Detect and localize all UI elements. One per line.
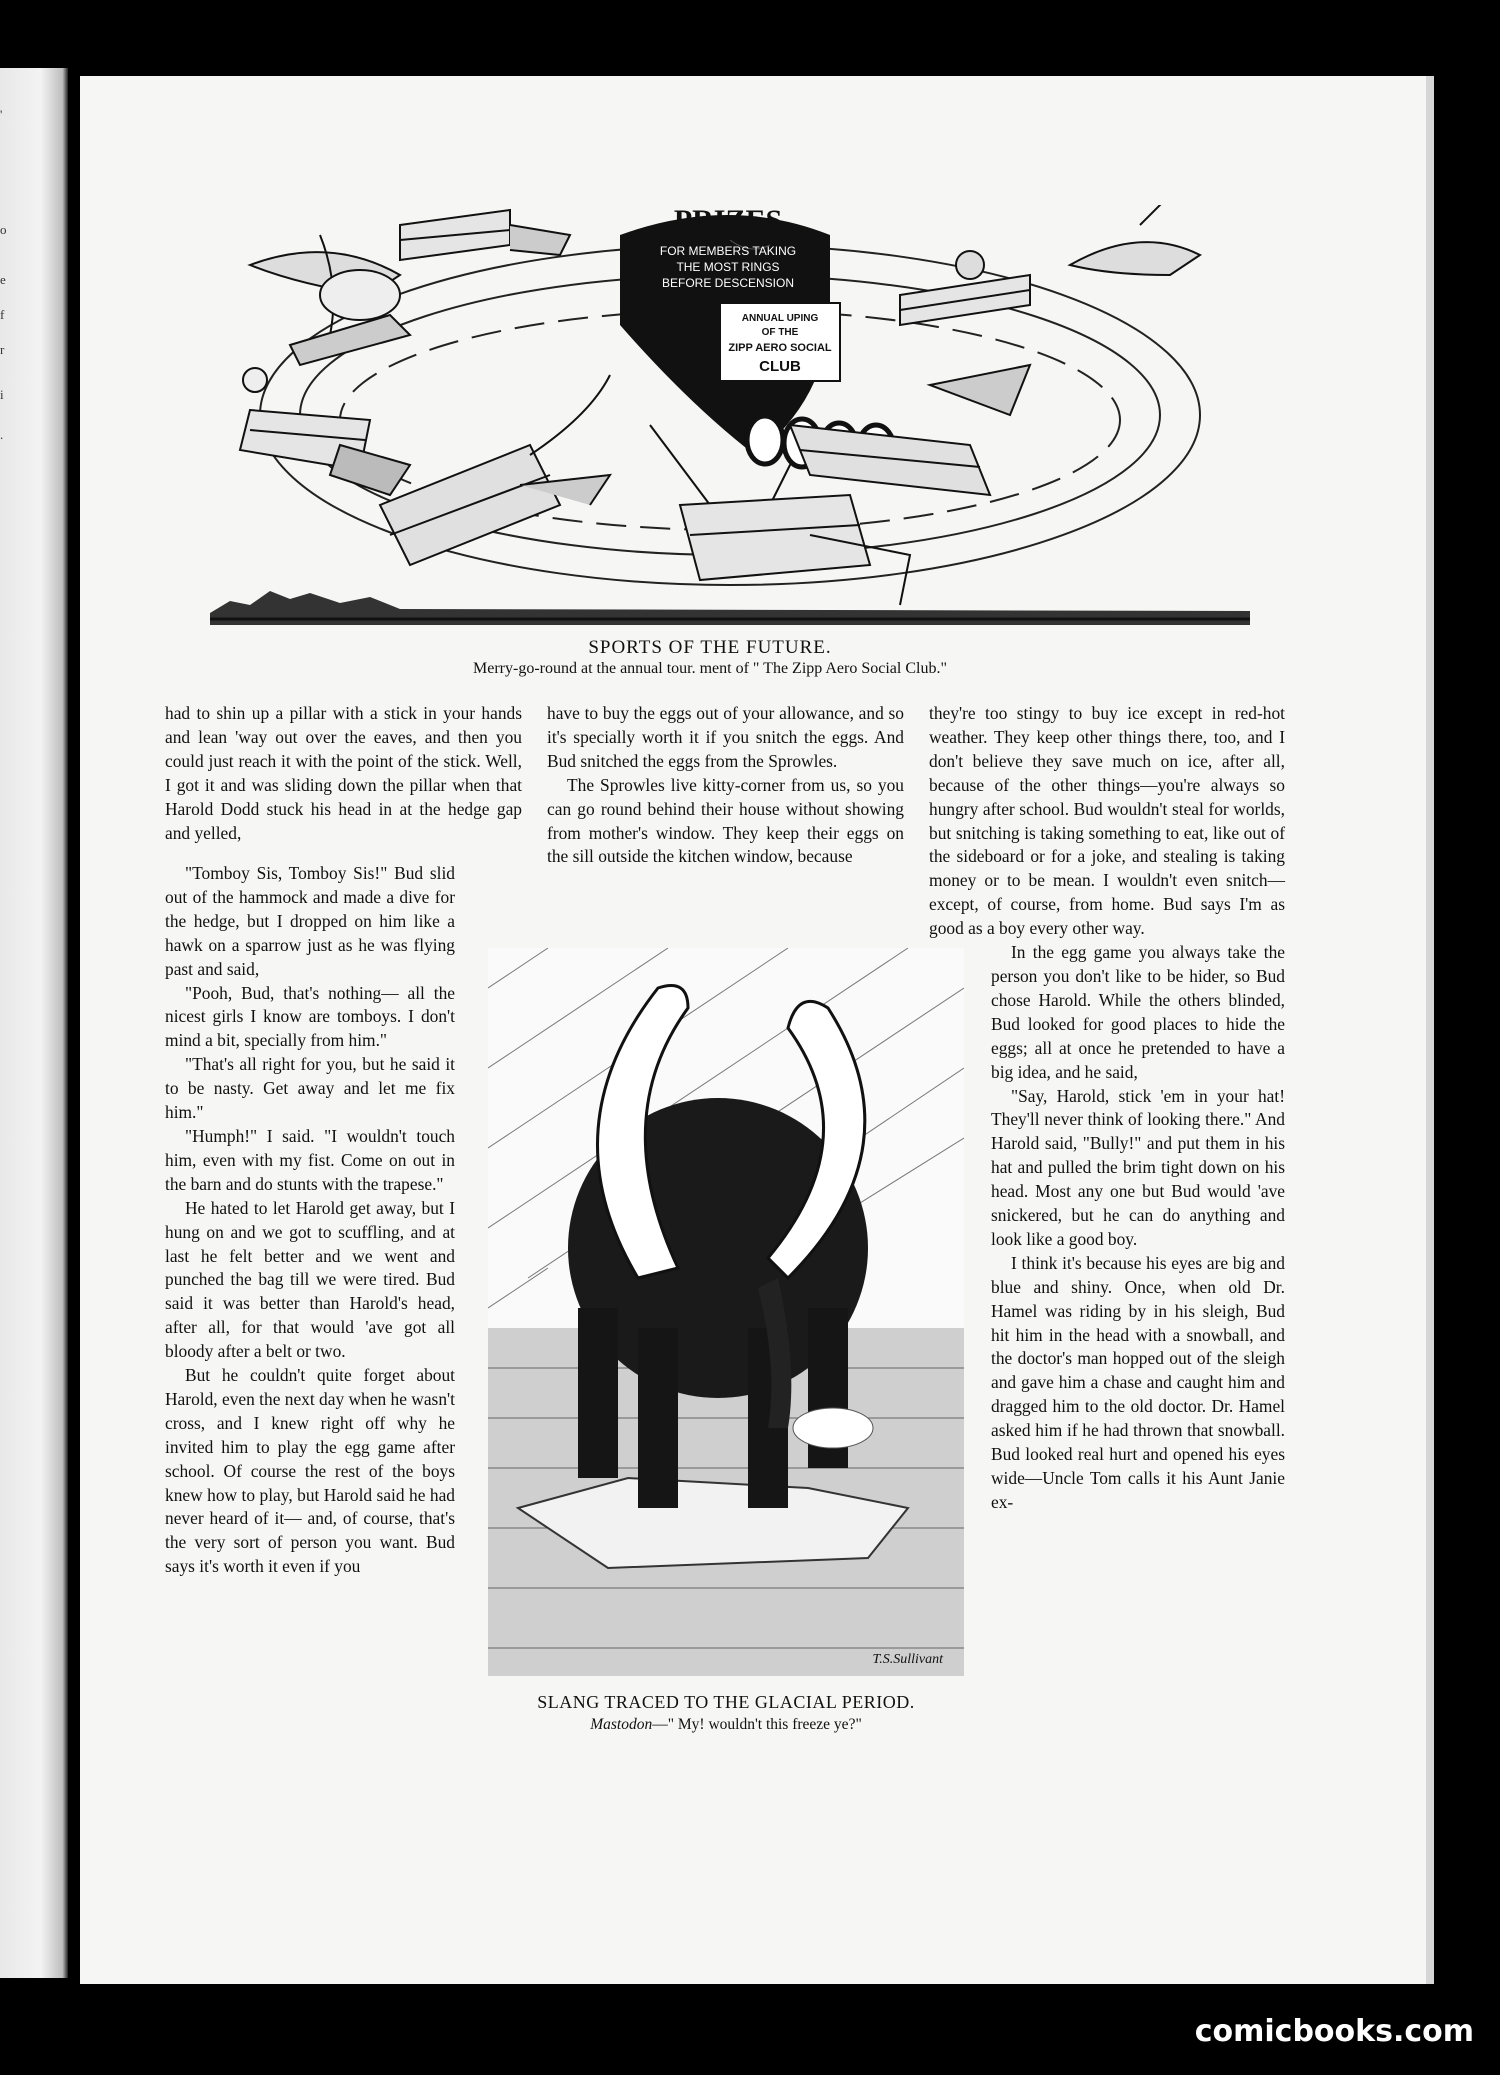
pennant-line: OF THE	[761, 327, 799, 338]
sports-of-the-future-cartoon	[210, 205, 1250, 625]
watermark: comicbooks.com	[1194, 2014, 1474, 2049]
column-1-narrow	[165, 862, 455, 1579]
left-fragment: o	[0, 222, 7, 237]
caption-quote: —" My! wouldn't this freeze ye?"	[652, 1716, 862, 1733]
paragraph: In the egg game you always take the person you don't like to be hider, so Bud chose Harold. While the others blinded, Bud looked for good places to hide the eggs; all at once he pretended to have a big idea, and he said,	[991, 942, 1285, 1082]
balloon-line: THE MOST RINGS	[676, 260, 780, 274]
aeroplane-drawing	[380, 375, 610, 565]
paragraph: The Sprowles live kitty-corner from us, so you can go round behind their house without showing from mother's window. They keep their eggs on the sill outside the kitchen window, because	[547, 774, 904, 867]
artist-signature: T.S.Sullivant	[872, 1652, 943, 1667]
aeroplane-drawing	[1070, 205, 1200, 275]
page-right-edge	[1426, 76, 1434, 1984]
paragraph: "Pooh, Bud, that's nothing— all the nicest girls I know are tomboys. I don't mind a bit, specially from him."	[165, 982, 455, 1051]
pennant-line: CLUB	[759, 358, 801, 375]
aeroplane-drawing	[243, 235, 410, 392]
paragraph: But he couldn't quite forget about Harold, even the next day when he wasn't cross, and I knew right off why he invited him to play the egg game after school. Of course the rest of the boys knew how to play, but Harold said he had never heard of it— and, of course, that's the very sort of person you want. Bud says it's worth it even if you	[165, 1365, 455, 1577]
mammoth-caption-title: SLANG TRACED TO THE GLACIAL PERIOD.	[537, 1692, 915, 1712]
paragraph: had to shin up a pillar with a stick in your hands and lean 'way out over the eaves, and then you could just reach it with the point of the stick. Well, I got it and was sliding down the pillar when that Harold Dodd stuck his head in at the hedge gap and yelled,	[165, 703, 522, 843]
column-2	[547, 702, 904, 869]
left-fragment: f	[0, 307, 5, 322]
paragraph: He hated to let Harold get away, but I hung on and we got to scuffling, and at last he felt better and we went and punched the bag till we were tired. Bud said it was better than Harold's head, after all, for that would 'ave got all bloody after a belt or two.	[165, 1197, 455, 1362]
left-page-edge	[0, 68, 68, 1978]
aeroplane-drawing	[790, 365, 1030, 495]
balloon-title: PRIZES	[673, 205, 783, 237]
left-fragment: e	[0, 272, 6, 287]
paragraph: "Tomboy Sis, Tomboy Sis!" Bud slid out of the hammock and made a dive for the hedge, but I dropped on him like a hawk on a sparrow just as he was flying past and said,	[165, 863, 455, 979]
paragraph: they're too stingy to buy ice except in red-hot weather. They keep other things there, too, and I don't believe they save much on ice, after all, because of the other things—you're always so hungry after school. Bud wouldn't steal for worlds, but snitching is taking something to eat, like out of the sideboard or for a joke, and stealing is taking money or to be mean. I wouldn't even snitch—except, of course, from home. Bud says I'm as good as a boy every other way.	[929, 703, 1285, 939]
balloon-line: BEFORE DESCENSION	[661, 276, 795, 290]
left-fragment: i	[0, 387, 4, 402]
mammoth-caption-sub	[488, 1716, 964, 1734]
paragraph: "Say, Harold, stick 'em in your hat! They'll never think of looking there." And Harold said, "Bully!" and put them in his hat and pulled the brim tight down on his head. Most any one but Bud would 'ave snickered, but he can do anything and look like a good boy.	[991, 1085, 1285, 1249]
paragraph: "Humph!" I said. "I wouldn't touch him, even with my fist. Come on out in the barn and do stunts with the trapese."	[165, 1125, 455, 1194]
paragraph: I think it's because his eyes are big and blue and shiny. Once, when old Dr. Hamel was riding by in his sleigh, Bud hit him in the head with a snowball, and the doctor's man hopped out of the sleigh and gave him a chase and caught him and dragged him to the old doctor. Dr. Hamel asked him if he had thrown that snowball. Bud looked real hurt and opened his eyes wide—Uncle Tom calls it his Aunt Janie ex-	[991, 1252, 1285, 1512]
pennant-line: ANNUAL UPING	[741, 313, 819, 324]
aeroplane-drawing	[680, 495, 910, 605]
column-3	[929, 702, 1285, 1515]
left-fragment: r	[0, 342, 5, 357]
aeroplane-drawing	[400, 210, 570, 260]
top-cartoon-caption-title: SPORTS OF THE FUTURE.	[588, 637, 832, 658]
caption-speaker: Mastodon	[590, 1716, 653, 1733]
top-cartoon-caption-sub: Merry-go-round at the annual tour. ment of " The Zipp Aero Social Club."	[473, 660, 947, 677]
balloon-line: FOR MEMBERS TAKING	[659, 244, 797, 258]
left-fragment: '	[0, 107, 3, 122]
paragraph: have to buy the eggs out of your allowance, and so it's specially worth it if you snitch the eggs. And Bud snitched the eggs from the Sprowles.	[547, 703, 904, 771]
left-fragment: .	[0, 427, 4, 442]
mammoth-illustration	[488, 948, 964, 1676]
pennant-line: ZIPP AERO SOCIAL	[728, 342, 832, 354]
paragraph: "That's all right for you, but he said it to be nasty. Get away and let me fix him."	[165, 1054, 455, 1123]
aeroplane-drawing	[240, 410, 410, 495]
aeroplane-drawing	[900, 251, 1030, 325]
